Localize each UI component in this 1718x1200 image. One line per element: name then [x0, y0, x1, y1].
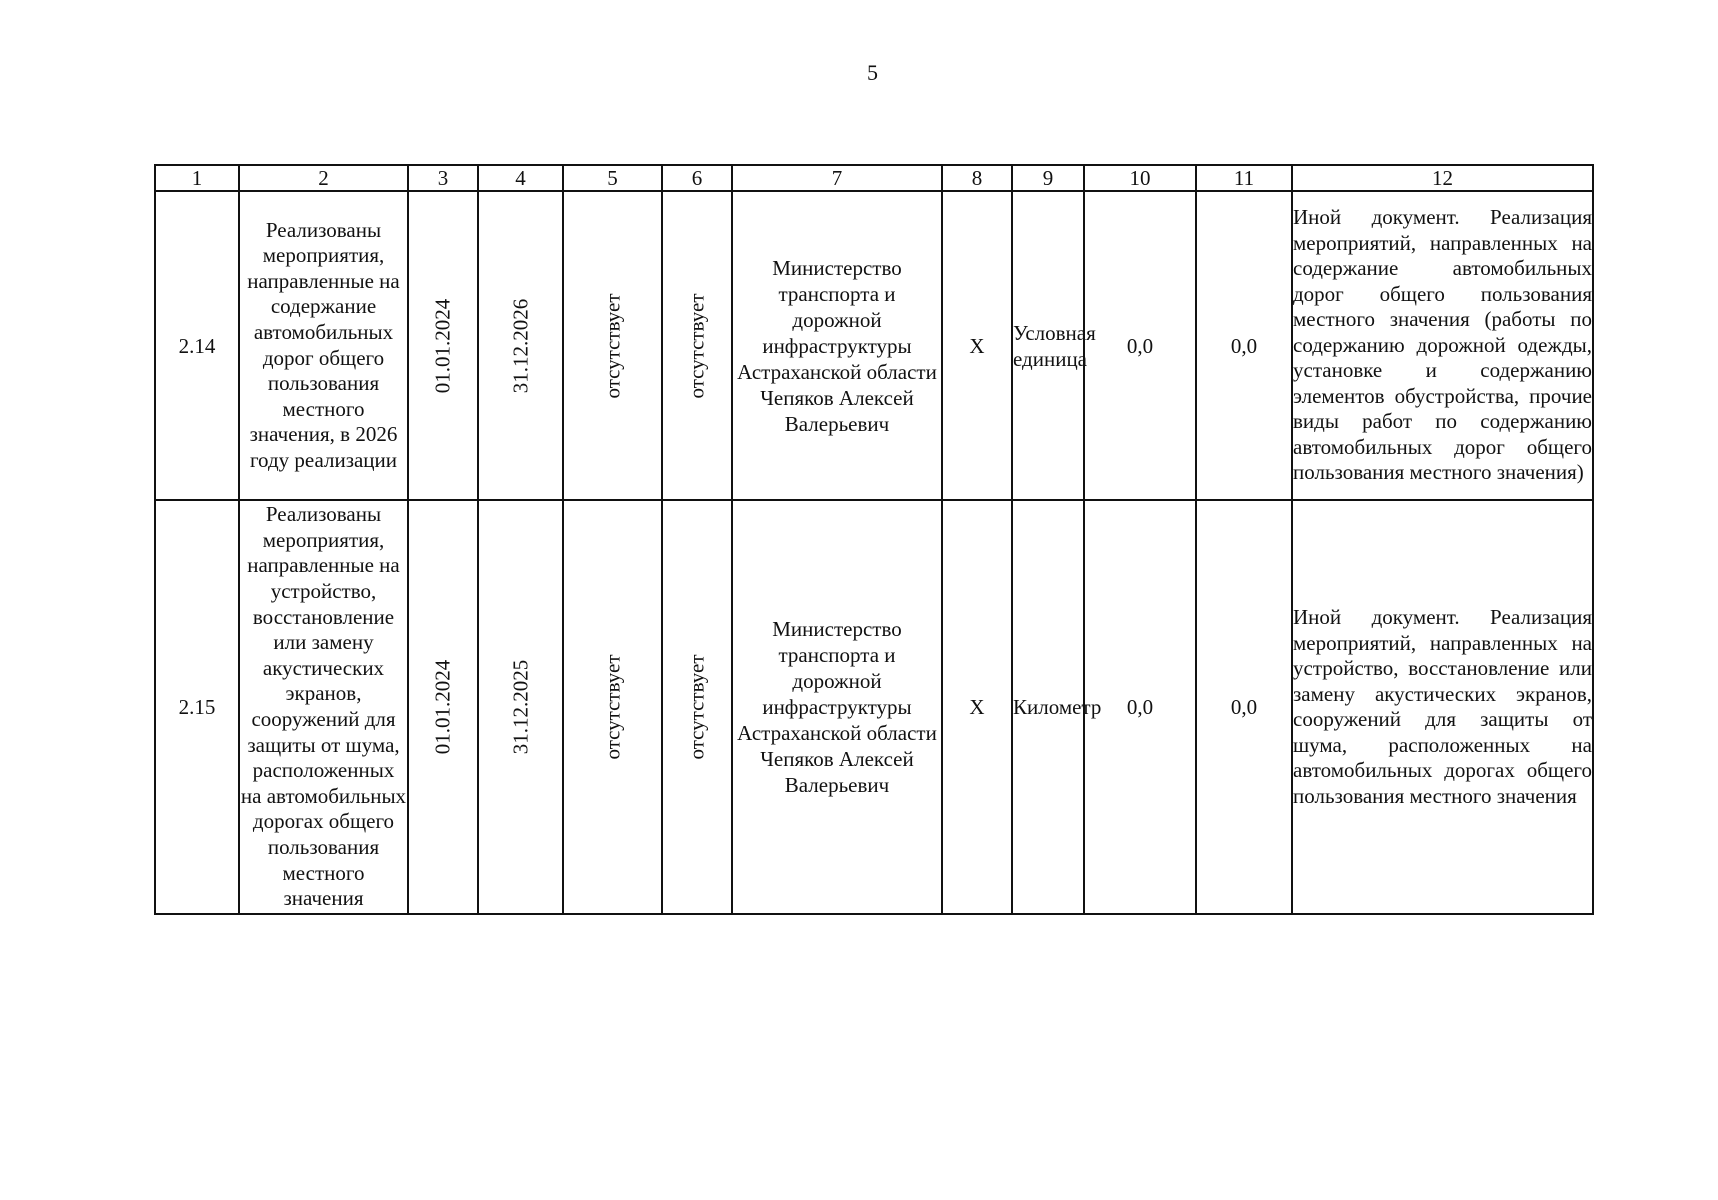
col6-value: отсутствует — [684, 292, 709, 399]
col11-value: 0,0 — [1196, 191, 1292, 500]
header-cell-12: 12 — [1292, 165, 1593, 191]
measures-table — [154, 164, 1594, 915]
start-date-cell — [408, 500, 478, 914]
col6-cell — [662, 500, 732, 914]
header-cell-3: 3 — [408, 165, 478, 191]
start-date-cell — [408, 191, 478, 500]
end-date: 31.12.2025 — [508, 659, 532, 755]
col5-cell — [563, 191, 662, 500]
header-cell-9: 9 — [1012, 165, 1084, 191]
header-cell-5: 5 — [563, 165, 662, 191]
measure-description: Реализованы мероприятия, направленные на содержание автомобильных дорог общего пользования местного значения, в 2026 году реализации — [239, 191, 408, 500]
header-cell-1: 1 — [155, 165, 239, 191]
table-row — [155, 500, 1593, 914]
header-row — [155, 165, 1593, 191]
col10-value: 0,0 — [1084, 500, 1196, 914]
header-cell-6: 6 — [662, 165, 732, 191]
document-text: Иной документ. Реализация мероприятий, направленных на содержание автомобильных дорог общего пользования местного значения (работы по содержанию дорожной одежды, установке и содержанию элементов обустройства, прочие виды работ по содержанию автомобильных дорог общего пользования местного значения) — [1292, 191, 1593, 500]
header-cell-11: 11 — [1196, 165, 1292, 191]
measure-description: Реализованы мероприятия, направленные на устройство, восстановление или замену акустических экранов, сооружений для защиты от шума, расположенных на автомобильных дорогах общего пользования местного значения — [239, 500, 408, 914]
document-text: Иной документ. Реализация мероприятий, направленных на устройство, восстановление или замену акустических экранов, сооружений для защиты от шума, расположенных на автомобильных дорогах общего пользования местного значения — [1292, 500, 1593, 914]
header-cell-8: 8 — [942, 165, 1012, 191]
start-date: 01.01.2024 — [430, 298, 455, 393]
col11-value: 0,0 — [1196, 500, 1292, 914]
table-row — [155, 191, 1593, 500]
row-number: 2.15 — [155, 500, 239, 914]
col6-value: отсутствует — [684, 654, 709, 760]
col5-value: отсутствует — [600, 292, 624, 399]
end-date-cell — [478, 500, 563, 914]
responsible: Министерство транспорта и дорожной инфраструктуры Астраханской области Чепяков Алексей Валерьевич — [732, 191, 942, 500]
col6-cell — [662, 191, 732, 500]
col5-value: отсутствует — [600, 654, 624, 760]
page-number: 5 — [867, 60, 878, 85]
unit: Условная единица — [1012, 191, 1084, 500]
col5-cell — [563, 500, 662, 914]
col10-value: 0,0 — [1084, 191, 1196, 500]
header-cell-7: 7 — [732, 165, 942, 191]
col8-value: Х — [942, 191, 1012, 500]
start-date: 01.01.2024 — [430, 659, 455, 755]
header-cell-4: 4 — [478, 165, 563, 191]
responsible: Министерство транспорта и дорожной инфраструктуры Астраханской области Чепяков Алексей Валерьевич — [732, 500, 942, 914]
row-number: 2.14 — [155, 191, 239, 500]
col8-value: Х — [942, 500, 1012, 914]
header-cell-10: 10 — [1084, 165, 1196, 191]
end-date: 31.12.2026 — [508, 298, 532, 393]
header-cell-2: 2 — [239, 165, 408, 191]
unit: Километр — [1012, 500, 1084, 914]
end-date-cell — [478, 191, 563, 500]
